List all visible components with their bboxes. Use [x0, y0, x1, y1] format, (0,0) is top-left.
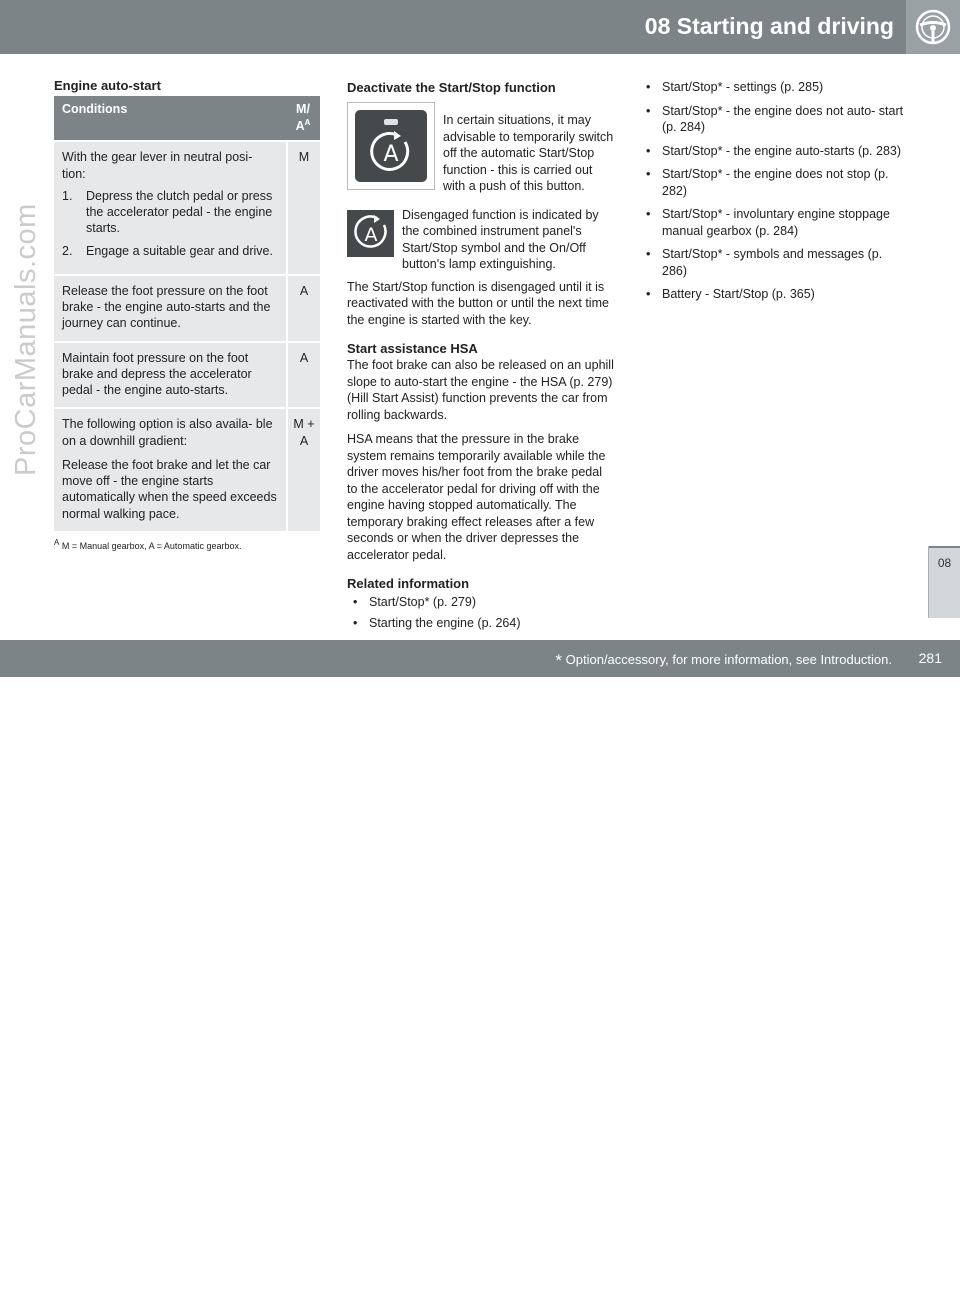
paragraph: Disengaged function is indicated by the combined instrument panel's Start/Stop symbol and the On/Off button's lamp extinguishing.	[402, 207, 599, 272]
start-stop-button-illustration	[347, 102, 435, 190]
list-item	[62, 243, 278, 259]
step-text: Depress the clutch pedal or press the accelerator pedal - the engine starts.	[86, 188, 273, 236]
list-item[interactable]	[640, 143, 910, 160]
footnote-marker: A	[54, 537, 60, 547]
conditions-header: Conditions	[54, 96, 286, 140]
bullet: •	[646, 80, 651, 94]
list-item[interactable]	[640, 166, 910, 199]
condition-text: Release the foot brake and let the car move off - the engine starts automatically when the speed exceeds normal walking pace.	[62, 457, 277, 521]
mode-header	[286, 96, 320, 140]
related-link[interactable]: Start/Stop* (p. 279)	[369, 595, 477, 610]
table-row	[54, 407, 320, 531]
related-link[interactable]: Starting the engine (p. 264)	[369, 615, 521, 630]
step-number: 1.	[62, 188, 73, 203]
paragraph: The Start/Stop function is disengaged until it is reactivated with the button or until the next time the engine is started with the key.	[347, 279, 609, 327]
bullet: •	[353, 595, 358, 610]
steering-wheel-icon	[914, 8, 952, 46]
page-footer	[0, 640, 960, 1309]
table-footnote	[54, 538, 320, 551]
button-lamp	[384, 119, 398, 125]
list-item[interactable]	[640, 246, 910, 279]
table-header-row	[54, 96, 320, 140]
section-heading: Deactivate the Start/Stop function	[347, 80, 556, 95]
side-watermark: ProCarManuals.com	[10, 203, 42, 476]
condition-cell: Maintain foot pressure on the foot brake and depress the accelerator pedal - the engine auto-starts.	[54, 341, 286, 408]
bullet: •	[646, 167, 651, 181]
svg-text:A: A	[383, 142, 399, 168]
chapter-title: 08 Starting and driving	[644, 13, 894, 39]
list-item[interactable]	[347, 594, 615, 611]
related-link[interactable]: Start/Stop* - symbols and messages (p. 286)	[662, 247, 883, 278]
bullet: •	[646, 287, 651, 301]
footer-note-text: Option/accessory, for more information, see Introduction.	[565, 652, 892, 667]
bullet: •	[646, 143, 651, 158]
bullet: •	[353, 615, 358, 630]
related-link[interactable]: Battery - Start/Stop (p. 365)	[662, 287, 815, 301]
table-row	[54, 274, 320, 341]
auto-start-stop-symbol-icon	[351, 213, 391, 253]
bottom-watermark: carmanualsonline.info	[690, 1282, 924, 1309]
related-link[interactable]: Start/Stop* - involuntary engine stoppage manual gearbox (p. 284)	[662, 207, 890, 238]
paragraph: The foot brake can also be released on an uphill slope to auto-start the engine - the HSA (p. 279) (Hill Start Assist) function prevents the car from rolling backwards.	[347, 358, 614, 422]
related-link[interactable]: Start/Stop* - settings (p. 285)	[662, 80, 824, 94]
related-list	[640, 79, 910, 303]
condition-cell: Release the foot pressure on the foot brake - the engine auto-starts and the journey can continue.	[54, 274, 286, 341]
engine-auto-start-section	[54, 78, 320, 551]
table-row	[54, 140, 320, 274]
footnote-text: M = Manual gearbox, A = Automatic gearbox.	[61, 540, 242, 551]
section-heading: Start assistance HSA	[347, 341, 478, 357]
bullet: •	[646, 247, 651, 261]
deactivate-section	[347, 79, 615, 635]
step-list	[62, 188, 278, 259]
list-item[interactable]	[640, 79, 910, 96]
list-item[interactable]	[640, 103, 910, 136]
mode-cell: A	[286, 341, 320, 408]
paragraph: HSA means that the pressure in the brake system remains temporarily available while the driver moves his/her foot from the brake pedal to the accelerator pedal for driving off with the engine having stopped automatically. The temporary braking effect releases after a few seconds or when the driver depresses the accelerator pedal.	[347, 432, 606, 562]
related-link[interactable]: Start/Stop* - the engine does not auto- start (p. 284)	[662, 103, 904, 134]
section-heading: Engine auto-start	[54, 78, 161, 93]
conditions-table	[54, 96, 320, 531]
footer-star: *	[555, 651, 563, 670]
paragraph: In certain situations, it may advisable to temporarily switch off the automatic Start/Stop function - this is carried out with a push of this button.	[443, 113, 614, 194]
condition-cell	[54, 407, 286, 531]
step-text: Engage a suitable gear and drive.	[86, 243, 273, 258]
list-item[interactable]	[640, 206, 910, 239]
list-item[interactable]	[640, 286, 910, 303]
bullet: •	[646, 103, 651, 118]
start-stop-button-icon	[355, 110, 427, 182]
chapter-side-tab[interactable]: 08	[928, 546, 960, 618]
condition-intro: With the gear lever in neutral posi- tion:	[62, 150, 253, 181]
condition-cell	[54, 140, 286, 274]
mode-cell: M + A	[286, 407, 320, 531]
related-links-column	[640, 77, 910, 310]
related-link[interactable]: Start/Stop* - the engine does not stop (p. 282)	[662, 167, 889, 198]
mode-header-text: M/ A	[295, 102, 310, 133]
table-row	[54, 341, 320, 408]
auto-start-stop-symbol-icon	[367, 128, 415, 176]
button-illustration-block	[347, 96, 615, 195]
mode-cell: A	[286, 274, 320, 341]
chapter-icon-box	[906, 0, 960, 54]
symbol-illustration-block	[347, 207, 615, 273]
condition-text: The following option is also availa- ble on a downhill gradient:	[62, 417, 273, 448]
footnote-marker: A	[304, 117, 311, 127]
list-item[interactable]	[347, 615, 615, 632]
step-number: 2.	[62, 243, 73, 258]
footer-note	[555, 651, 892, 671]
related-link[interactable]: Start/Stop* - the engine auto-starts (p. 283)	[662, 143, 902, 158]
mode-cell: M	[286, 140, 320, 274]
instrument-symbol-illustration	[347, 210, 394, 257]
section-heading: Related information	[347, 576, 470, 592]
related-list	[347, 594, 615, 631]
page-number: 281	[918, 650, 942, 666]
bullet: •	[646, 207, 651, 221]
list-item	[62, 188, 278, 237]
svg-text:A: A	[364, 224, 377, 247]
page-header	[0, 0, 960, 54]
